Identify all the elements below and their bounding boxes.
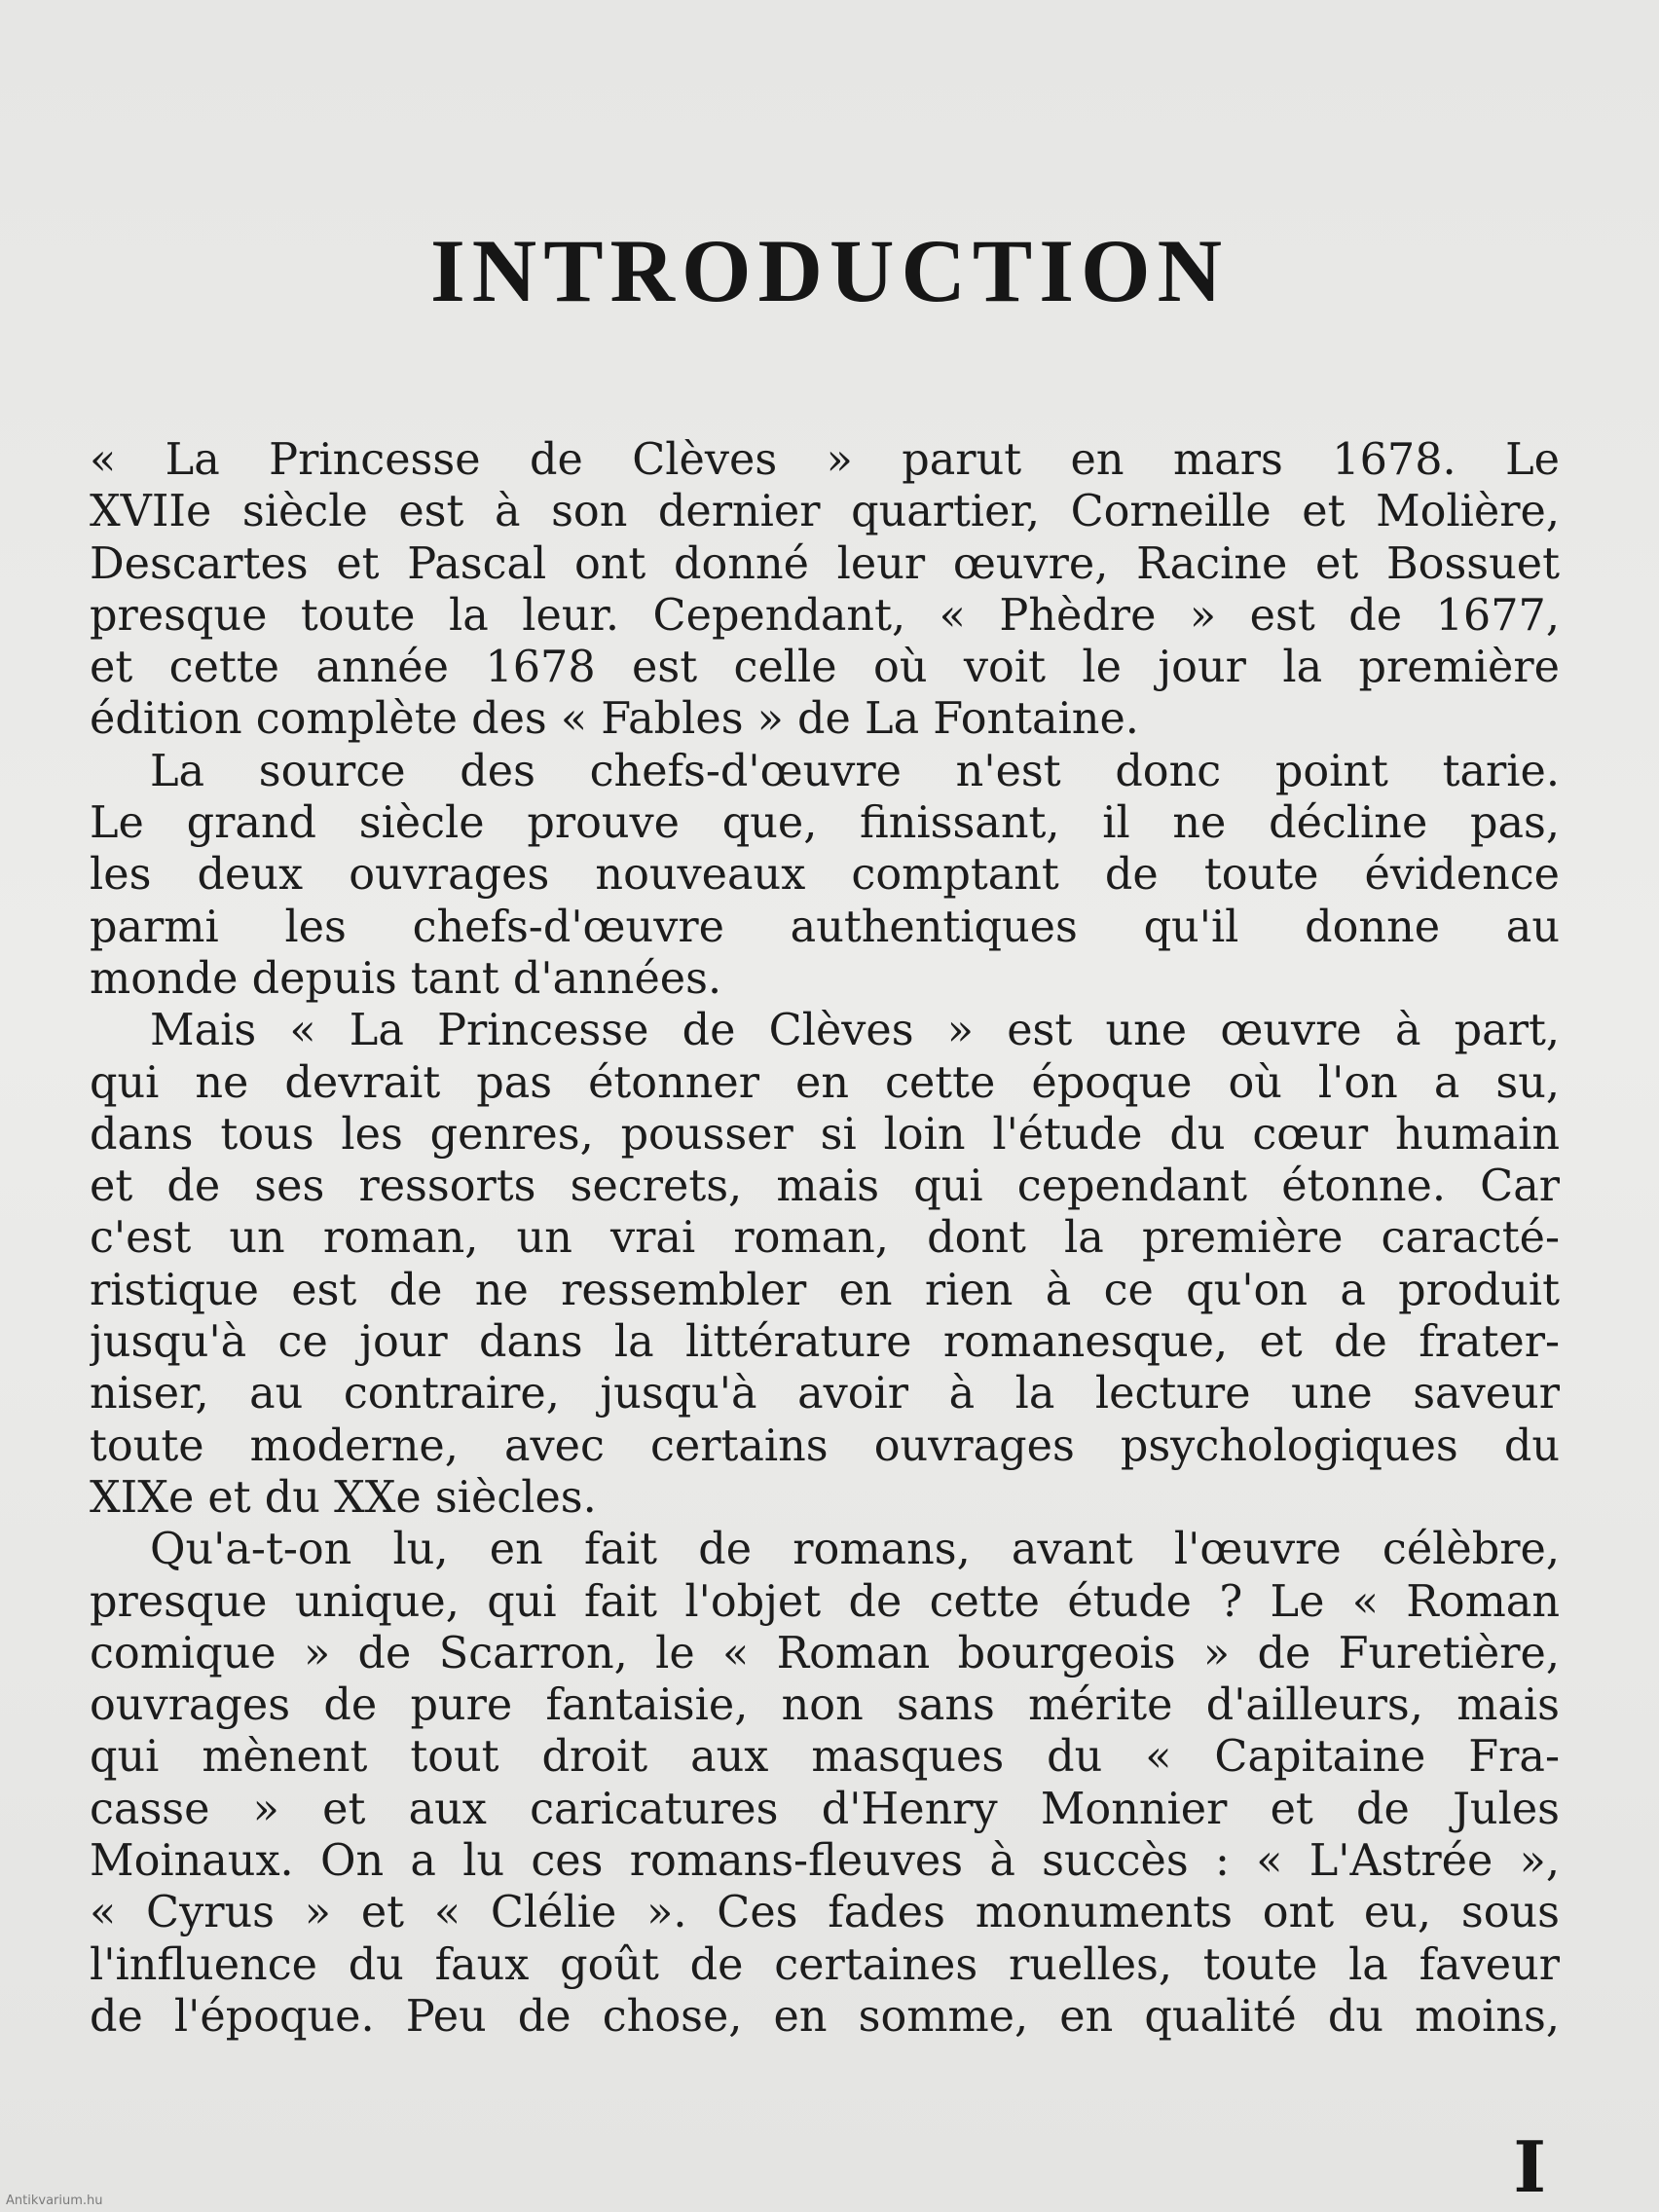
text-line: XIXe et du XXe siècles.: [90, 1472, 597, 1523]
text-line: jusqu'à ce jour dans la littérature romanesque, et de frater-: [90, 1317, 1560, 1368]
text-line: dans tous les genres, pousser si loin l'étude du cœur humain: [90, 1109, 1560, 1160]
text-line: XVIIe siècle est à son dernier quartier, Corneille et Molière,: [90, 487, 1560, 537]
text-line: casse » et aux caricatures d'Henry Monnier et de Jules: [90, 1784, 1560, 1834]
text-line: comique » de Scarron, le « Roman bourgeois » de Furetière,: [90, 1628, 1560, 1678]
text-line: Mais « La Princesse de Clèves » est une œuvre à part,: [150, 1006, 1560, 1056]
text-line: c'est un roman, un vrai roman, dont la première caracté-: [90, 1213, 1560, 1264]
watermark: Antikvarium.hu: [6, 2194, 103, 2208]
page-number: I: [1513, 2125, 1546, 2208]
text-line: toute moderne, avec certains ouvrages psychologiques du: [90, 1420, 1560, 1471]
text-line: édition complète des « Fables » de La Fontaine.: [90, 694, 1139, 745]
text-line: et de ses ressorts secrets, mais qui cependant étonne. Car: [90, 1161, 1560, 1212]
page-title: INTRODUCTION: [429, 221, 1230, 320]
text-line: « Cyrus » et « Clélie ». Ces fades monuments ont eu, sous: [90, 1888, 1560, 1938]
text-line: les deux ouvrages nouveaux comptant de toute évidence: [90, 850, 1560, 901]
text-line: l'influence du faux goût de certaines ruelles, toute la faveur: [90, 1939, 1560, 1990]
text-line: ouvrages de pure fantaisie, non sans mérite d'ailleurs, mais: [90, 1680, 1560, 1731]
text-line: presque toute la leur. Cependant, « Phèdre » est de 1677,: [90, 590, 1560, 641]
text-line: parmi les chefs-d'œuvre authentiques qu'il donne au: [90, 902, 1560, 952]
text-line: Descartes et Pascal ont donné leur œuvre, Racine et Bossuet: [90, 538, 1560, 589]
text-line: qui ne devrait pas étonner en cette époque où l'on a su,: [90, 1057, 1560, 1108]
text-line: qui mènent tout droit aux masques du « Capitaine Fra-: [90, 1732, 1560, 1783]
text-line: monde depuis tant d'années.: [90, 953, 722, 1004]
body-text: [90, 434, 1560, 2043]
text-line: niser, au contraire, jusqu'à avoir à la lecture une saveur: [90, 1369, 1560, 1419]
text-line: Le grand siècle prouve que, finissant, il ne décline pas,: [90, 798, 1560, 849]
text-line: ristique est de ne ressembler en rien à ce qu'on a produit: [90, 1265, 1560, 1315]
text-line: Qu'a-t-on lu, en fait de romans, avant l'œuvre célèbre,: [150, 1525, 1560, 1575]
text-line: et cette année 1678 est celle où voit le jour la première: [90, 643, 1560, 693]
text-line: de l'époque. Peu de chose, en somme, en qualité du moins,: [90, 1991, 1560, 2042]
text-line: presque unique, qui fait l'objet de cette étude ? Le « Roman: [90, 1576, 1560, 1627]
text-line: Moinaux. On a lu ces romans-fleuves à succès : « L'Astrée »,: [90, 1836, 1560, 1887]
text-line: « La Princesse de Clèves » parut en mars 1678. Le: [90, 435, 1560, 485]
text-line: La source des chefs-d'œuvre n'est donc point tarie.: [150, 746, 1560, 796]
